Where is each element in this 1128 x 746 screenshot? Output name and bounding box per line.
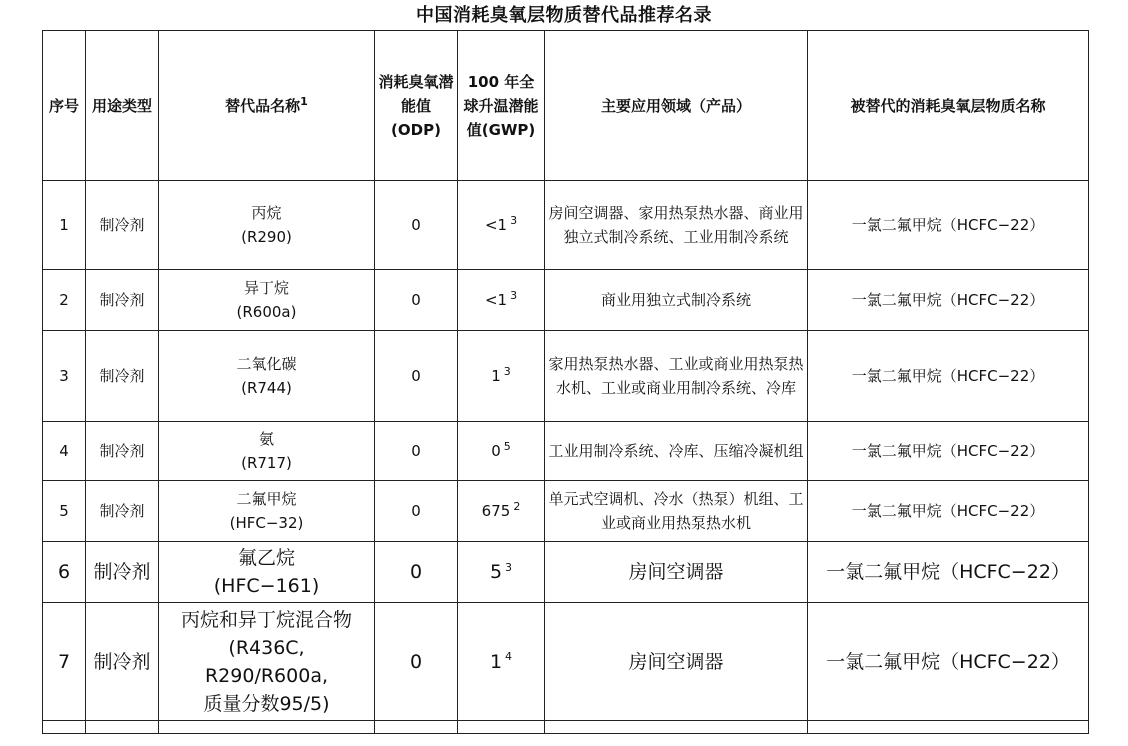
cell-odp: 0 [375, 603, 458, 721]
gwp-footnote: 3 [503, 365, 511, 378]
cell-name [159, 422, 375, 481]
cell-seq: 7 [43, 603, 86, 721]
cell-type: 制冷剂 [86, 270, 159, 331]
cell-type: 制冷剂 [86, 331, 159, 422]
cell-name [159, 331, 375, 422]
cell-name [159, 603, 375, 721]
gwp-footnote: 3 [510, 289, 518, 302]
header-type: 用途类型 [86, 31, 159, 181]
cell-seq: 1 [43, 181, 86, 270]
gwp-footnote: 3 [510, 214, 518, 227]
gwp-footnote: 3 [505, 560, 513, 574]
substance-name: 氟乙烷 [237, 547, 295, 569]
cell-type: 制冷剂 [86, 542, 159, 603]
header-name-label: 替代品名称 [225, 96, 301, 115]
substance-code: (HFC−161) [213, 575, 320, 597]
gwp-value: 5 [489, 561, 503, 583]
substance-code: (R600a) [236, 303, 297, 321]
cell-cutoff [458, 721, 545, 734]
table-row [43, 181, 1089, 270]
cell-replaced: 一氯二氟甲烷（HCFC−22） [808, 603, 1089, 721]
cell-odp: 0 [375, 331, 458, 422]
cell-name [159, 481, 375, 542]
cell-odp: 0 [375, 481, 458, 542]
header-row [43, 31, 1089, 181]
cell-application: 工业用制冷系统、冷库、压缩冷凝机组 [545, 422, 808, 481]
header-gwp: 100 年全球升温潜能值(GWP) [458, 31, 545, 181]
gwp-value: 1 [491, 367, 501, 385]
substance-code: (R717) [241, 454, 292, 472]
cell-type: 制冷剂 [86, 481, 159, 542]
cell-application: 房间空调器 [545, 542, 808, 603]
substance-code: (HFC−32) [229, 514, 304, 532]
substance-code: (R290) [241, 228, 292, 246]
substance-code-line3: 质量分数95/5) [203, 692, 330, 715]
cell-gwp [458, 542, 545, 603]
substance-name: 氨 [258, 430, 274, 448]
table-row-cutoff [43, 721, 1089, 734]
cell-cutoff [43, 721, 86, 734]
substance-name: 异丁烷 [243, 279, 289, 297]
cell-replaced: 一氯二氟甲烷（HCFC−22） [808, 270, 1089, 331]
table-row [43, 542, 1089, 603]
cell-name [159, 181, 375, 270]
cell-gwp [458, 481, 545, 542]
cell-gwp [458, 270, 545, 331]
cell-type: 制冷剂 [86, 603, 159, 721]
cell-type: 制冷剂 [86, 181, 159, 270]
table-row [43, 331, 1089, 422]
substance-code: (R744) [241, 379, 292, 397]
cell-gwp [458, 181, 545, 270]
gwp-value: <1 [484, 216, 508, 234]
cell-seq: 5 [43, 481, 86, 542]
cell-application: 单元式空调机、冷水（热泵）机组、工业或商业用热泵热水机 [545, 481, 808, 542]
cell-name [159, 542, 375, 603]
cell-application: 商业用独立式制冷系统 [545, 270, 808, 331]
cell-replaced: 一氯二氟甲烷（HCFC−22） [808, 331, 1089, 422]
cell-gwp [458, 422, 545, 481]
table-row [43, 481, 1089, 542]
gwp-value: 0 [491, 442, 501, 460]
substance-name: 二氧化碳 [236, 355, 297, 373]
cell-replaced: 一氯二氟甲烷（HCFC−22） [808, 422, 1089, 481]
page-title: 中国消耗臭氧层物质替代品推荐名录 [416, 5, 712, 26]
table-row [43, 422, 1089, 481]
gwp-value: <1 [484, 291, 508, 309]
gwp-value: 675 [481, 502, 511, 520]
table-row [43, 603, 1089, 721]
header-seq: 序号 [43, 31, 86, 181]
cell-seq: 4 [43, 422, 86, 481]
substance-code: (R436C, [228, 636, 305, 659]
cell-seq: 6 [43, 542, 86, 603]
substance-name: 丙烷 [251, 204, 282, 222]
cell-application: 房间空调器、家用热泵热水器、商业用独立式制冷系统、工业用制冷系统 [545, 181, 808, 270]
cell-name [159, 270, 375, 331]
cell-application: 家用热泵热水器、工业或商业用热泵热水机、工业或商业用制冷系统、冷库 [545, 331, 808, 422]
cell-odp: 0 [375, 422, 458, 481]
cell-cutoff [86, 721, 159, 734]
cell-cutoff [375, 721, 458, 734]
cell-seq: 2 [43, 270, 86, 331]
gwp-footnote: 2 [513, 500, 521, 513]
substance-code-line2: R290/R600a, [204, 664, 329, 687]
cell-odp: 0 [375, 542, 458, 603]
cell-gwp [458, 603, 545, 721]
cell-gwp [458, 331, 545, 422]
cell-odp: 0 [375, 181, 458, 270]
cell-odp: 0 [375, 270, 458, 331]
cell-replaced: 一氯二氟甲烷（HCFC−22） [808, 542, 1089, 603]
cell-application: 房间空调器 [545, 603, 808, 721]
header-odp: 消耗臭氧潜能值(ODP) [375, 31, 458, 181]
cell-cutoff [808, 721, 1089, 734]
header-name-footnote: 1 [300, 94, 308, 108]
header-name [159, 31, 375, 181]
gwp-footnote: 5 [503, 440, 511, 453]
substitutes-table [42, 30, 1089, 734]
cell-replaced: 一氯二氟甲烷（HCFC−22） [808, 481, 1089, 542]
header-replaced: 被替代的消耗臭氧层物质名称 [808, 31, 1089, 181]
header-app: 主要应用领域（产品） [545, 31, 808, 181]
cell-cutoff [159, 721, 375, 734]
cell-seq: 3 [43, 331, 86, 422]
substance-name: 丙烷和异丁烷混合物 [180, 608, 352, 631]
cell-replaced: 一氯二氟甲烷（HCFC−22） [808, 181, 1089, 270]
table-row [43, 270, 1089, 331]
gwp-value: 1 [489, 650, 503, 673]
cell-cutoff [545, 721, 808, 734]
cell-type: 制冷剂 [86, 422, 159, 481]
substance-name: 二氟甲烷 [236, 490, 297, 508]
gwp-footnote: 4 [505, 650, 513, 664]
